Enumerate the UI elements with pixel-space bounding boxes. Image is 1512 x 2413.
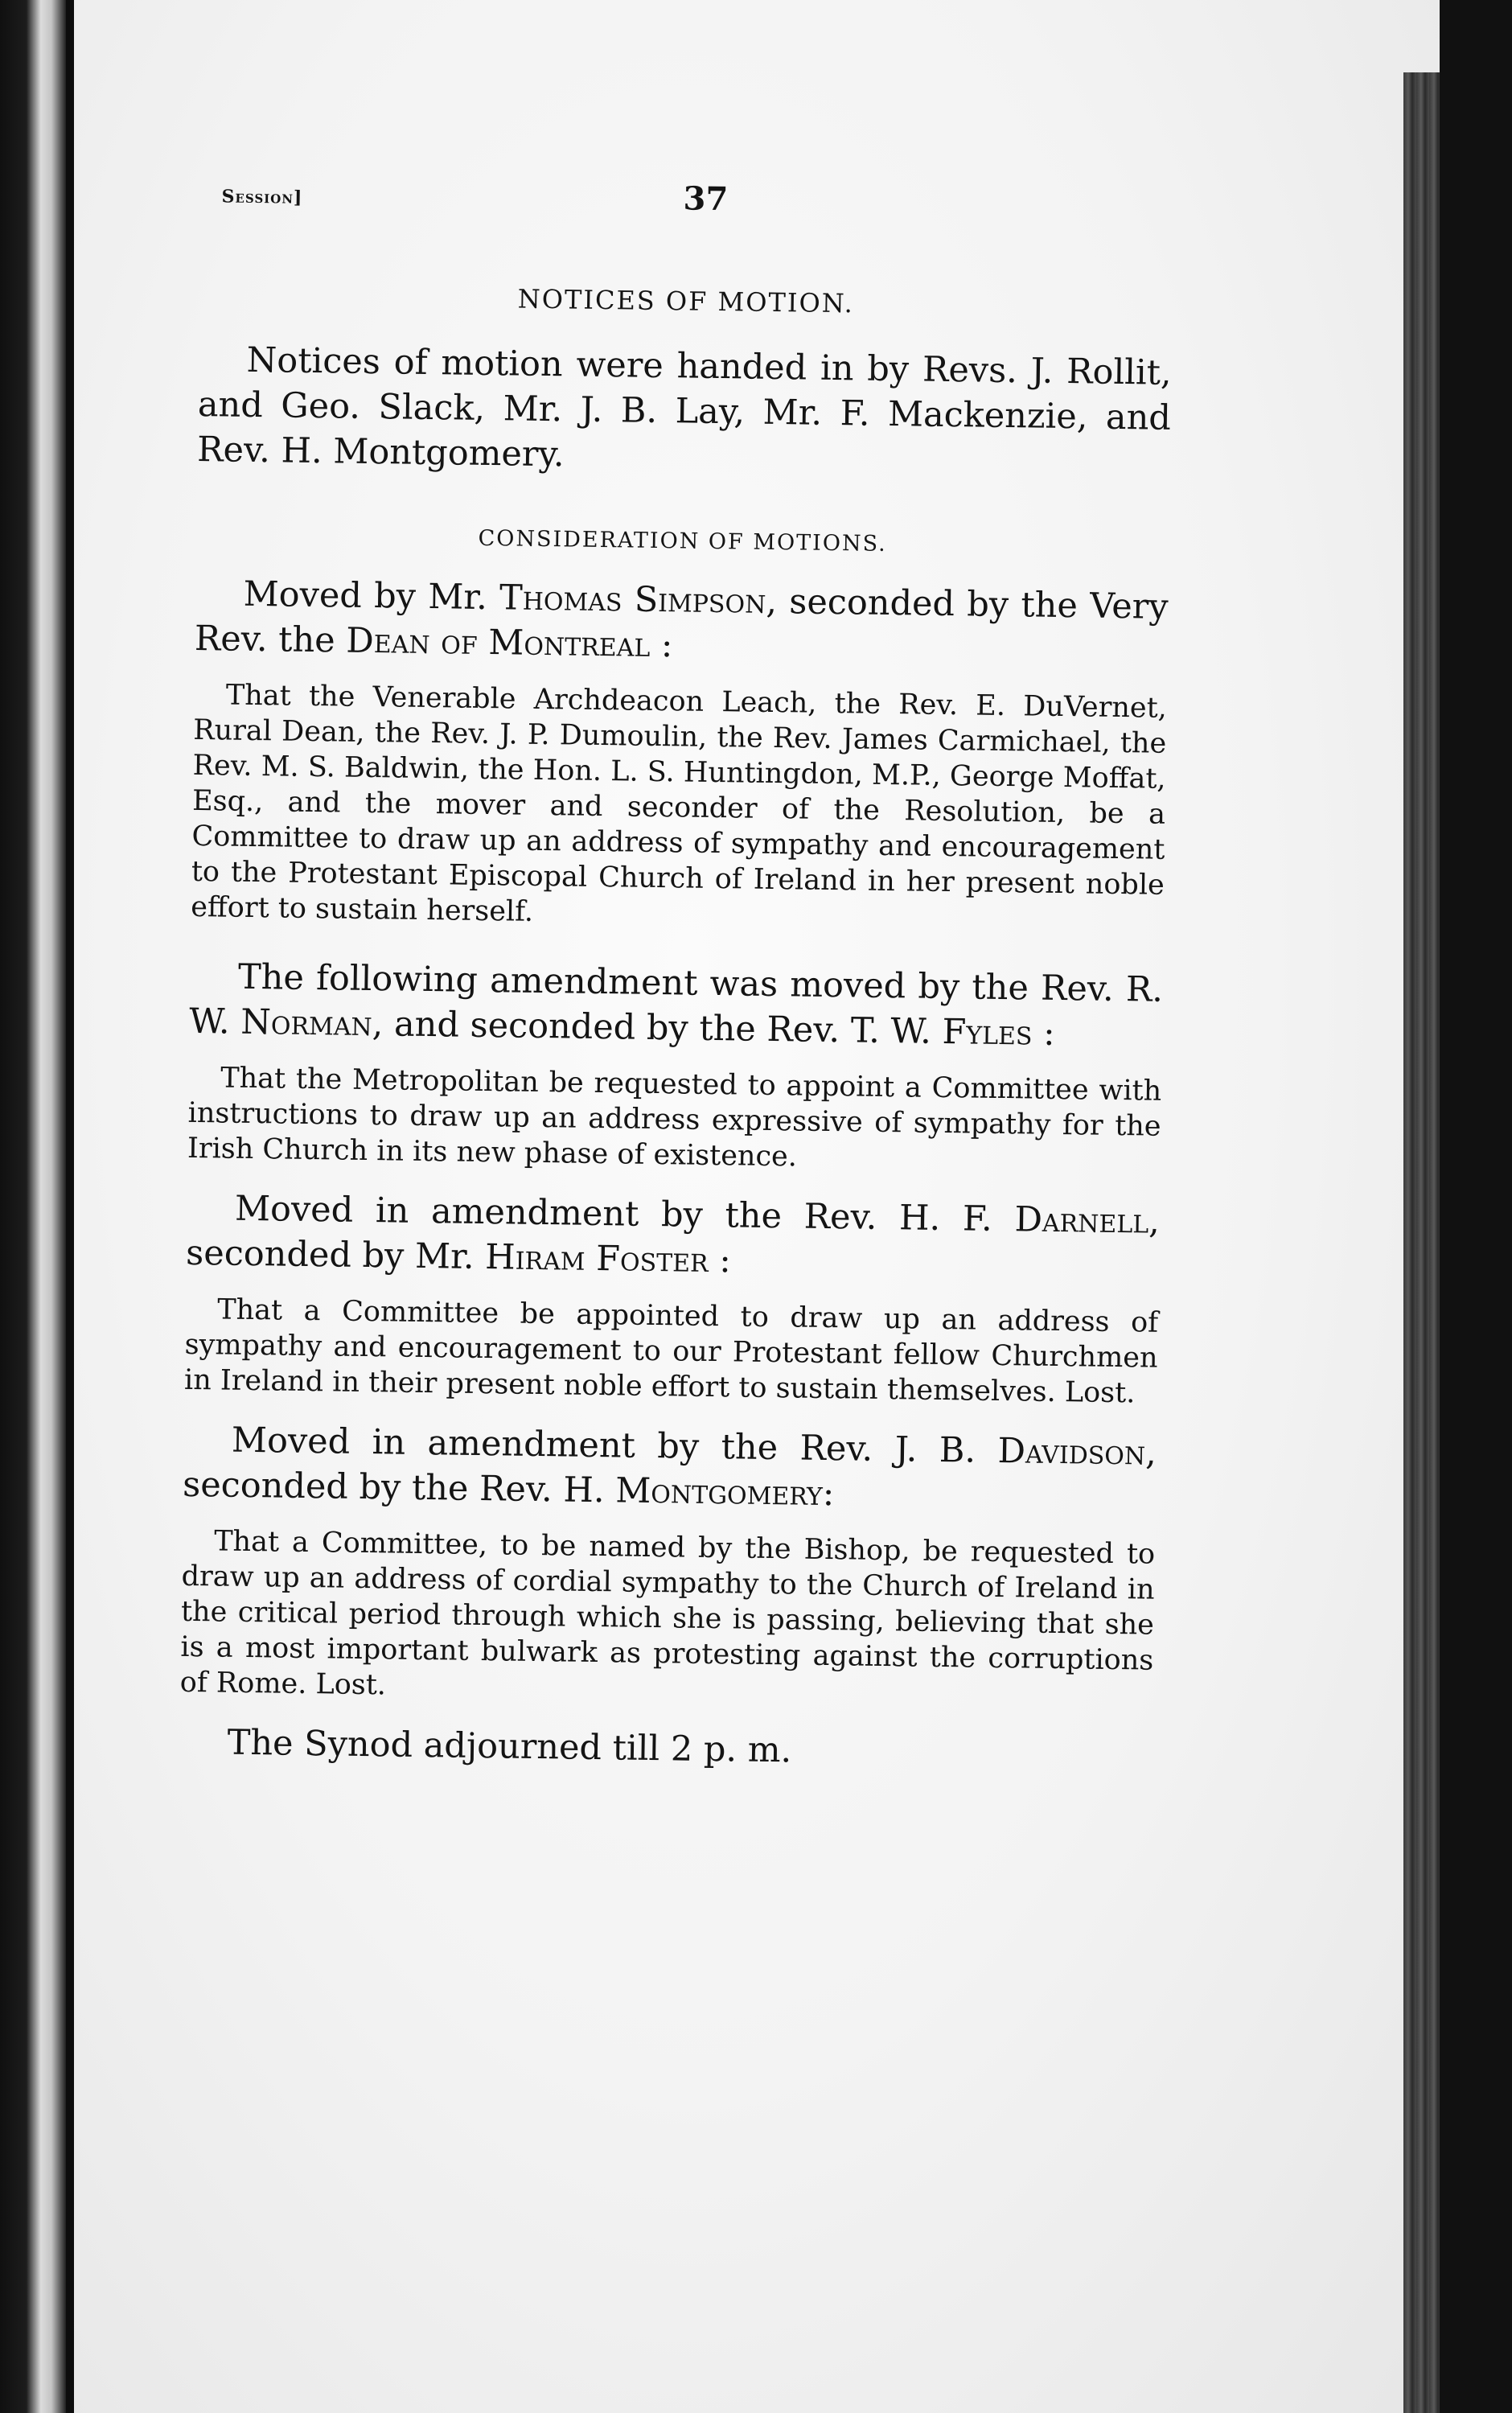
- motion1-intro-b: , seconded by the Very Rev. the: [194, 581, 1169, 661]
- amend3-intro: [183, 1417, 1157, 1521]
- amend1-seconder: Fyles: [942, 1011, 1033, 1054]
- section-label: Session]: [221, 186, 303, 208]
- amend3-text: That a Committee, to be named by the Bishop, be requested to draw up an address of cordial sympathy to the Church of Ireland in the critical period through which she is passing, believing that she is a most important bulwark as protesting against the corruptions of Rome. Lost.: [179, 1525, 1156, 1702]
- amend3-intro-b: , seconded by the Rev. H.: [182, 1433, 1157, 1511]
- amend1-intro-c: :: [1042, 1013, 1056, 1054]
- scan-border: [1440, 0, 1512, 2413]
- motion1-intro: [195, 571, 1169, 675]
- amend2-intro: [186, 1186, 1160, 1289]
- motion1-text: That the Venerable Archdeacon Leach, the Rev. E. DuVernet, Rural Dean, the Rev. J. P. Dumoulin, the Rev. James Carmichael, the Rev. M. S. Baldwin, the Hon. L. S. Huntingdon, M.P., George Moffat, Esq., and the mover and seconder of the Resolution, be a Committee to draw up an address of sympathy and encouragement to the Protestant Episcopal Church of Ireland in her present noble effort to sustain herself.: [190, 679, 1168, 928]
- amend2-intro-a: Moved in amendment by the Rev. H. F.: [234, 1188, 1015, 1240]
- amend3-intro-a: Moved in amendment by the Rev. J. B.: [231, 1420, 998, 1471]
- motion1-intro-c: :: [660, 625, 673, 666]
- notices-heading: NOTICES OF MOTION.: [517, 283, 855, 319]
- consideration-heading: CONSIDERATION OF MOTIONS.: [478, 525, 887, 557]
- motion1-mover: Thomas Simpson: [499, 578, 766, 622]
- page-text: [179, 173, 1174, 1794]
- amend2-intro-c: :: [719, 1240, 732, 1281]
- amend1-intro: [189, 954, 1163, 1058]
- adjourn-paragraph: The Synod adjourned till 2 p. m.: [227, 1722, 792, 1771]
- motion1-seconder: Dean of Montreal: [346, 620, 651, 665]
- amend1-mover: Norman: [240, 1001, 373, 1045]
- left-page-edge: [0, 0, 66, 2413]
- amend2-intro-b: , seconded by Mr.: [185, 1201, 1161, 1278]
- motion1-intro-a: Moved by Mr.: [243, 573, 500, 619]
- amend1-text: That the Metropolitan be requested to appoint a Committee with instructions to draw up an address expressive of sympathy for the Irish Church in its new phase of existence.: [187, 1062, 1162, 1174]
- amend3-intro-c: :: [822, 1473, 835, 1515]
- amend2-seconder: Hiram Foster: [484, 1237, 709, 1280]
- amend1-intro-a: The following amendment was moved by the Rev. R. W.: [188, 956, 1164, 1042]
- amend2-mover: Darnell: [1014, 1199, 1149, 1242]
- amend3-seconder: Montgomery: [614, 1470, 824, 1514]
- amend2-text: That a Committee be appointed to draw up an address of sympathy and encouragement to our Protestant fellow Churchmen in Ireland in their present noble effort to sustain themselves. Lost.: [183, 1293, 1159, 1410]
- amend3-mover: Davidson: [997, 1430, 1146, 1474]
- amend1-intro-b: , and seconded by the Rev. T. W.: [372, 1004, 943, 1052]
- notices-paragraph: Notices of motion were handed in by Revs. J. Rollit, and Geo. Slack, Mr. J. B. Lay, Mr. F. Mackenzie, and Rev. H. Montgomery.: [196, 339, 1172, 475]
- page-number: 37: [683, 179, 729, 219]
